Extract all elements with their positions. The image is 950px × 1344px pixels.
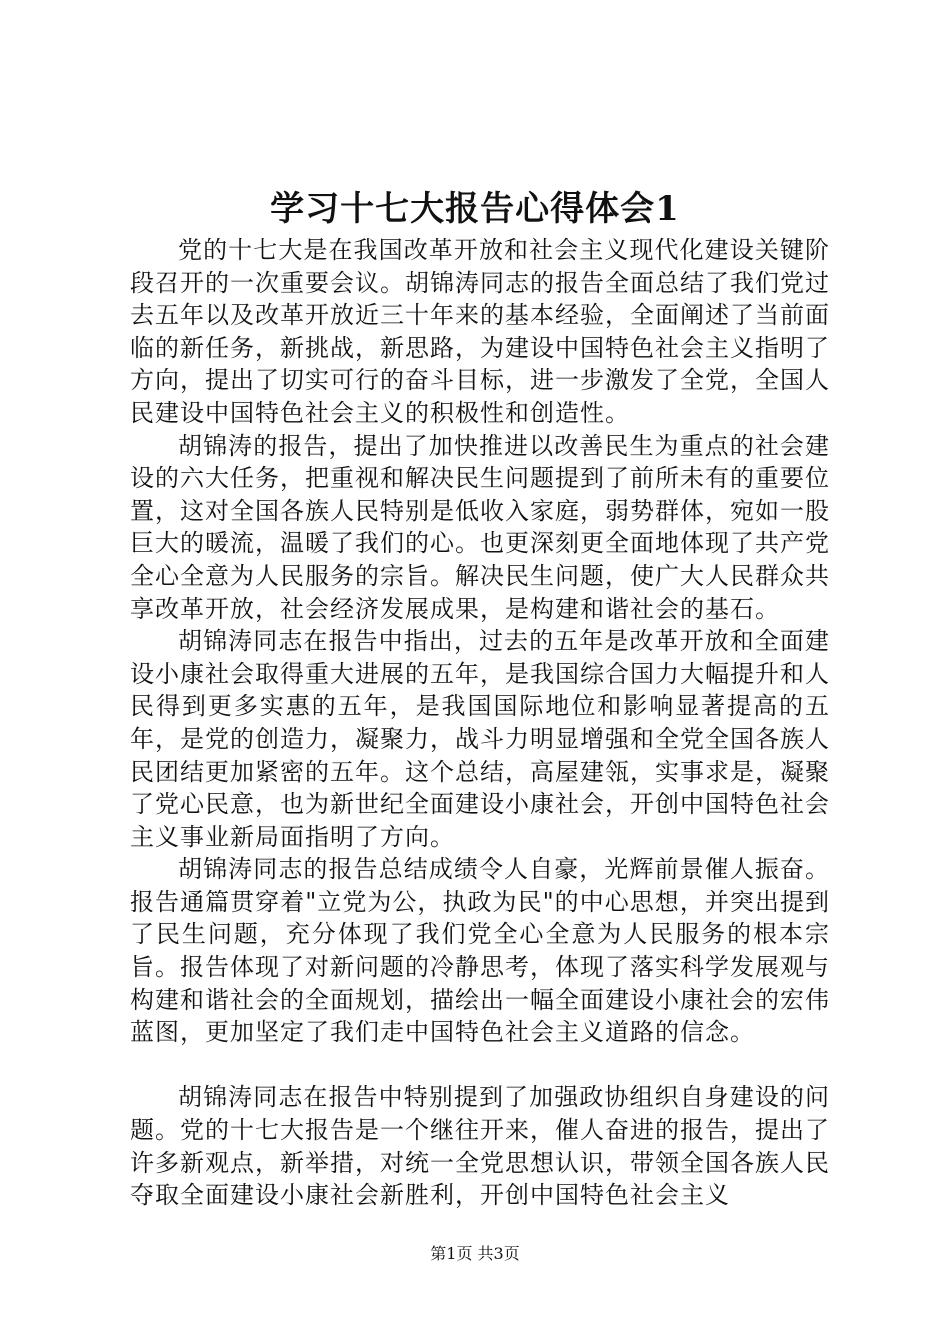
paragraph-1: 党的十七大是在我国改革开放和社会主义现代化建设关键阶段召开的一次重要会议。胡锦涛同志的报告全面总结了我们党过去五年以及改革开放近三十年来的基本经验，全面阐述了当前面临的新任务，新挑战，新思路，为建设中国特色社会主义指明了方向，提出了切实可行的奋斗目标，进一步激发了全党，全国人民建设中国特色社会主义的积极性和创造性。 (130, 236, 830, 427)
document-body (130, 234, 830, 1212)
paragraph-4: 胡锦涛同志的报告总结成绩令人自豪，光辉前景催人振奋。报告通篇贯穿着"立党为公，执政为民"的中心思想，并突出提到了民生问题，充分体现了我们党全心全意为人民服务的根本宗旨。报告体现了对新问题的冷静思考，体现了落实科学发展观与构建和谐社会的全面规划，描绘出一幅全面建设小康社会的宏伟蓝图，更加坚定了我们走中国特色社会主义道路的信念。 (130, 855, 830, 1047)
document-title: 学习十七大报告心得体会1 (270, 189, 680, 229)
paragraph-5: 胡锦涛同志在报告中特别提到了加强政协组织自身建设的问题。党的十七大报告是一个继往开来，催人奋进的报告，提出了许多新观点，新举措，对统一全党思想认识，带领全国各族人民夺取全面建设小康社会新胜利，开创中国特色社会主义 (130, 1083, 830, 1210)
paragraph-3: 胡锦涛同志在报告中指出，过去的五年是改革开放和全面建设小康社会取得重大进展的五年，是我国综合国力大幅提升和人民得到更多实惠的五年，是我国国际地位和影响显著提高的五年，是党的创造力，凝聚力，战斗力明显增强和全党全国各族人民团结更加紧密的五年。这个总结，高屋建瓴，实事求是，凝聚了党心民意，也为新世纪全面建设小康社会，开创中国特色社会主义事业新局面指明了方向。 (130, 627, 830, 851)
paragraph-2: 胡锦涛的报告，提出了加快推进以改善民生为重点的社会建设的六大任务，把重视和解决民生问题提到了前所未有的重要位置，这对全国各族人民特别是低收入家庭，弱势群体，宛如一股巨大的暖流，温暖了我们的心。也更深刻更全面地体现了共产党全心全意为人民服务的宗旨。解决民生问题，使广大人民群众共享改革开放，社会经济发展成果，是构建和谐社会的基石。 (130, 431, 830, 623)
page-footer: 第1页 共3页 (430, 1244, 520, 1263)
